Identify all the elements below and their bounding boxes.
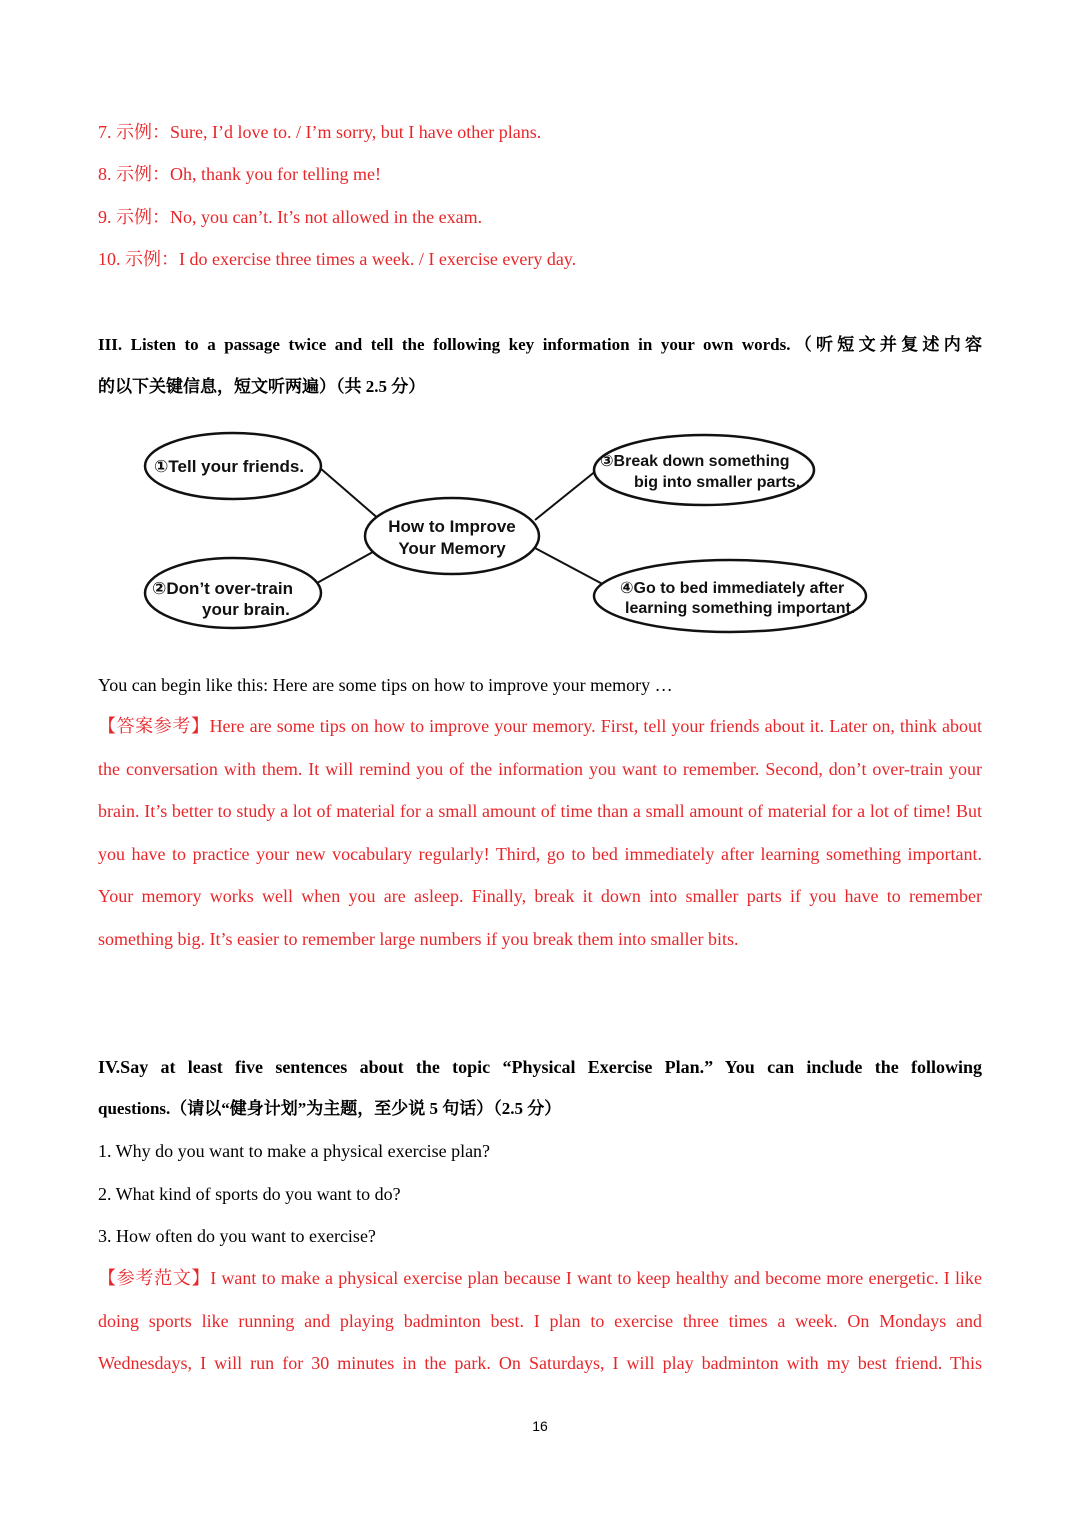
- section4-heading-line1: IV.Say at least five sentences about the topic “Physical Exercise Plan.” You can include the following: [98, 1057, 982, 1077]
- answer-text: Sure, I’d love to. / I’m sorry, but I have other plans.: [170, 122, 542, 142]
- answer-number: 10.: [98, 249, 121, 269]
- answer-text: No, you can’t. It’s not allowed in the exam.: [170, 207, 483, 227]
- answer-9: [98, 205, 982, 229]
- node-2-label-line2: your brain.: [202, 600, 290, 619]
- center-label-line2: Your Memory: [398, 539, 506, 558]
- answer-text: I do exercise three times a week. / I exercise every day.: [179, 249, 577, 269]
- answer-text: Oh, thank you for telling me!: [170, 164, 381, 184]
- node-4-label-line1: ④Go to bed immediately after: [620, 580, 845, 597]
- center-ellipse: [365, 498, 539, 574]
- answer-reference-text: Here are some tips on how to improve your memory. First, tell your friends about it. Later on, think about the conversation with them. It will remind you of the information you want to remember. Second, don’t over-train your brain. It’s better to study a lot of material for a small amount of time than a small amount of material for a lot of time! But you have to practice your new vocabulary regularly! Third, go to bed immediately after learning something important. Your memory works well when you are asleep. Finally, break it down into smaller parts if you have to remember something big. It’s easier to remember large numbers if you break them into smaller bits.: [98, 716, 982, 949]
- answer-7: [98, 120, 982, 144]
- question-item: 2. What kind of sports do you want to do?: [98, 1184, 401, 1204]
- question-item: 1. Why do you want to make a physical exercise plan?: [98, 1141, 491, 1161]
- node-3-label-line2: big into smaller parts.: [634, 474, 801, 491]
- node-3-label-line1: ③Break down something: [600, 453, 790, 470]
- page-number: 16: [532, 1418, 548, 1434]
- answer-label: 示例：: [116, 122, 170, 142]
- node-2-label-line1: ②Don’t over-train: [152, 579, 293, 598]
- section3-answer-paragraph: [98, 705, 982, 960]
- question-item: 3. How often do you want to exercise?: [98, 1226, 376, 1246]
- center-label-line1: How to Improve: [388, 517, 516, 536]
- section3-prompt: You can begin like this: Here are some tips on how to improve your memory …: [98, 675, 673, 695]
- answer-number: 8.: [98, 164, 112, 184]
- answer-number: 7.: [98, 122, 112, 142]
- section3-heading-line2: 的以下关键信息，短文听两遍）（共 2.5 分）: [98, 377, 426, 396]
- sample-essay-tag: 【参考范文】: [98, 1268, 211, 1288]
- connector-line: [308, 548, 380, 588]
- section3-heading-line1: III. Listen to a passage twice and tell the following key information in your own words.（听短文并复述内容: [98, 335, 982, 354]
- answer-8: [98, 162, 982, 186]
- section4-heading-line2: questions.（请以“健身计划”为主题，至少说 5 句话）（2.5 分）: [98, 1099, 562, 1118]
- answer-label: 示例：: [125, 249, 179, 269]
- node-4-label-line2: learning something important.: [625, 600, 856, 617]
- answer-reference-tag: 【答案参考】: [98, 716, 210, 736]
- sample-essay-text: I want to make a physical exercise plan because I want to keep healthy and become more energetic. I like doing sports like running and playing badminton best. I plan to exercise three times a week. On Mondays and Wednesdays, I will run for 30 minutes in the park. On Saturdays, I will play badminton with my best friend. This: [98, 1268, 982, 1373]
- connector-line: [320, 468, 380, 520]
- connector-line: [535, 466, 602, 520]
- mind-map: [140, 428, 875, 638]
- answer-number: 9.: [98, 207, 112, 227]
- node-3-ellipse: [594, 435, 814, 505]
- answer-label: 示例：: [116, 207, 170, 227]
- answer-10: [98, 247, 982, 271]
- section4-sample-paragraph: [98, 1257, 982, 1385]
- node-1-label: ①Tell your friends.: [154, 457, 305, 476]
- answer-label: 示例：: [116, 164, 170, 184]
- connector-line: [535, 548, 610, 588]
